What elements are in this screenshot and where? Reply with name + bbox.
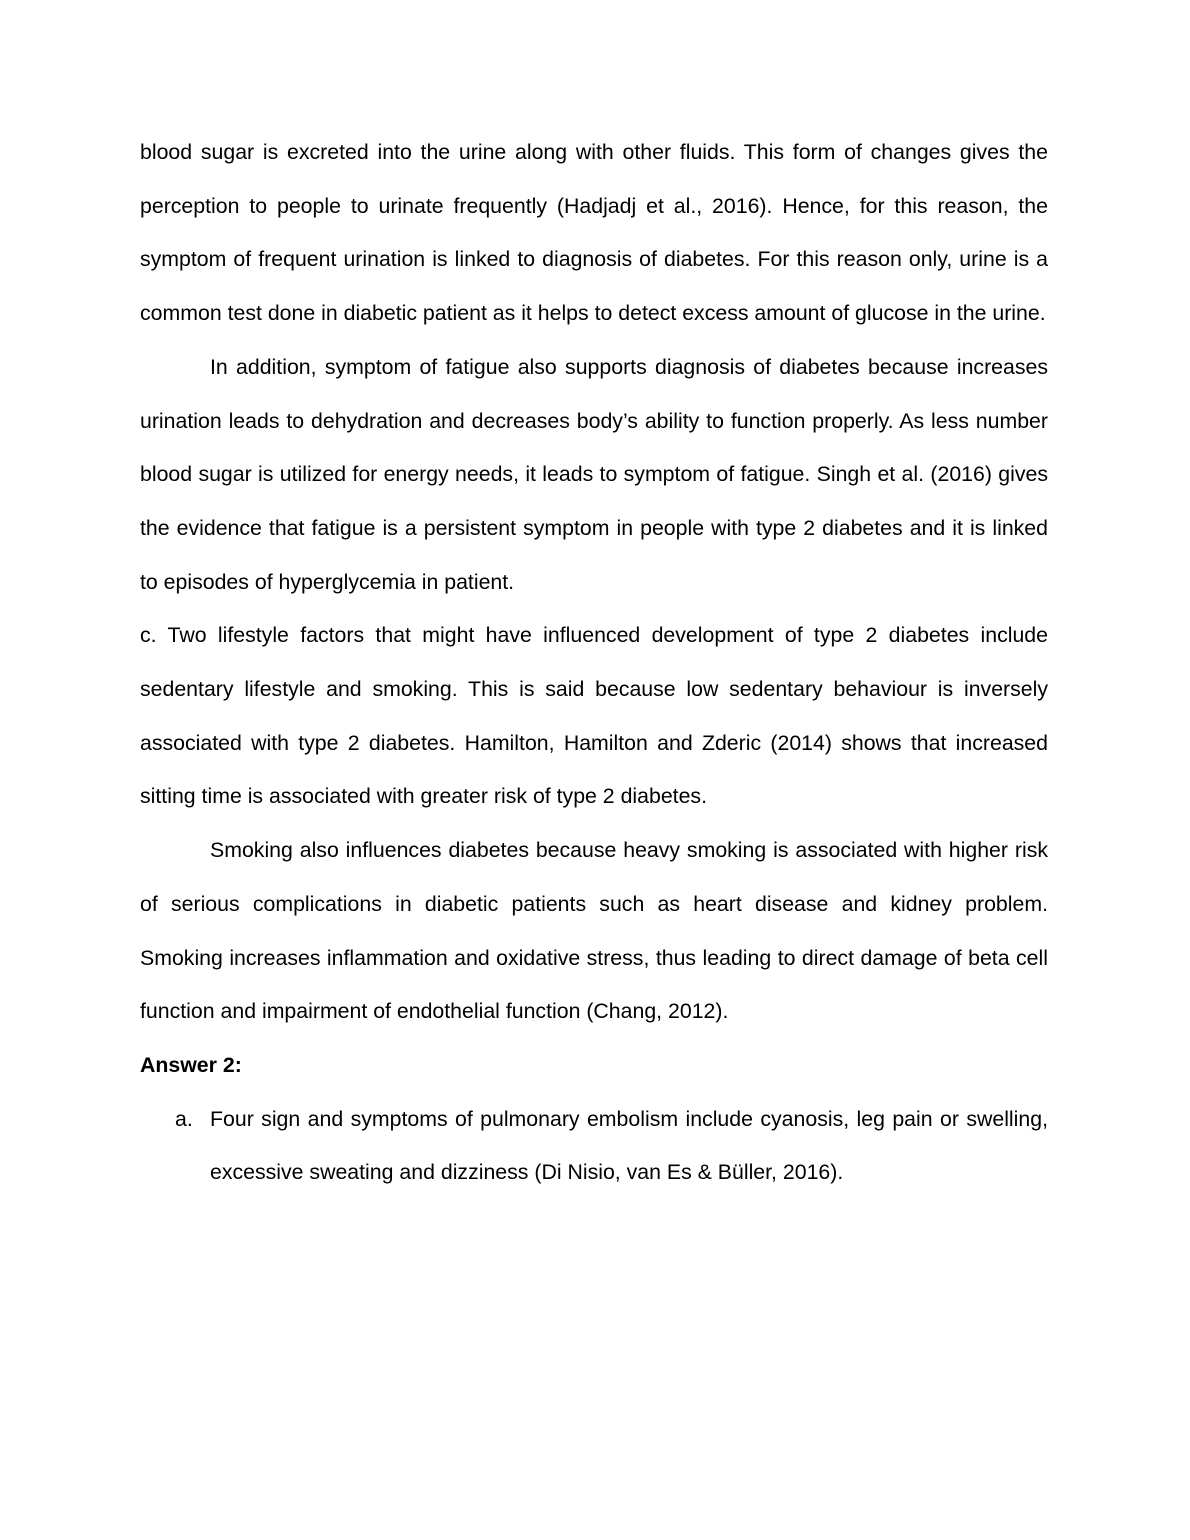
list-item-a <box>140 1093 1048 1200</box>
document-page <box>140 126 1048 1200</box>
paragraph-lifestyle-factors: c. Two lifestyle factors that might have influenced development of type 2 diabetes include sedentary lifestyle and smoking. This is said because low sedentary behaviour is inversely associated with type 2 diabetes. Hamilton, Hamilton and Zderic (2014) shows that increased sitting time is associated with greater risk of type 2 diabetes. <box>140 623 1048 809</box>
list-marker: a. <box>175 1106 193 1131</box>
section-heading-answer-2: Answer 2: <box>140 1052 242 1077</box>
list-item-text: Four sign and symptoms of pulmonary embolism include cyanosis, leg pain or swelling, excessive sweating and dizziness (Di Nisio, van Es & Büller, 2016). <box>210 1106 1048 1185</box>
paragraph-urination: blood sugar is excreted into the urine along with other fluids. This form of changes gives the perception to people to urinate frequently (Hadjadj et al., 2016). Hence, for this reason, the symptom of frequent urination is linked to diagnosis of diabetes. For this reason only, urine is a common test done in diabetic patient as it helps to detect excess amount of glucose in the urine. <box>140 140 1048 326</box>
paragraph-smoking: Smoking also influences diabetes because heavy smoking is associated with higher risk of serious complications in diabetic patients such as heart disease and kidney problem. Smoking increases inflammation and oxidative stress, thus leading to direct damage of beta cell function and impairment of endothelial function (Chang, 2012). <box>140 838 1048 1024</box>
paragraph-fatigue: In addition, symptom of fatigue also supports diagnosis of diabetes because increases urination leads to dehydration and decreases body’s ability to function properly. As less number blood sugar is utilized for energy needs, it leads to symptom of fatigue. Singh et al. (2016) gives the evidence that fatigue is a persistent symptom in people with type 2 diabetes and it is linked to episodes of hyperglycemia in patient. <box>140 354 1048 594</box>
